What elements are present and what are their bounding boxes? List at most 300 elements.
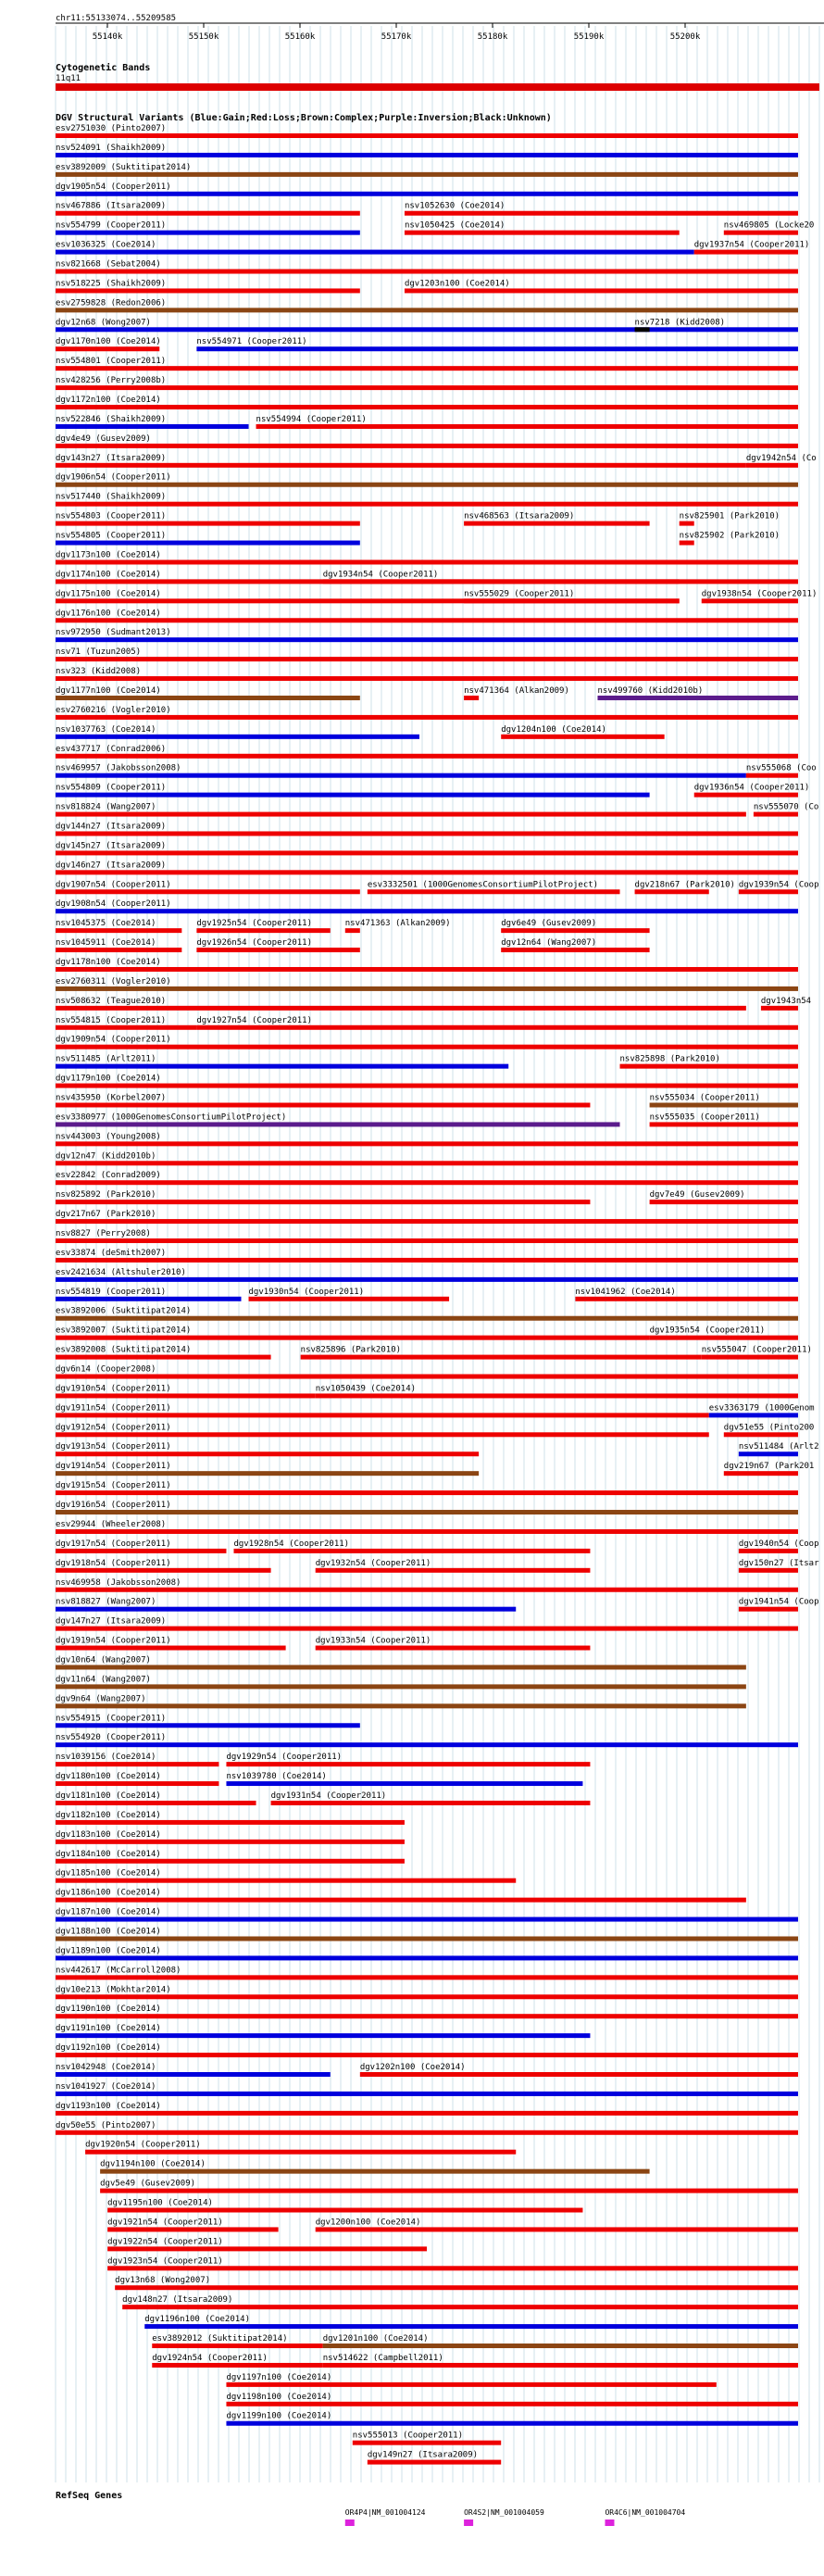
- variant-label: esv2751030 (Pinto2007): [56, 124, 167, 133]
- variant-row: [56, 1423, 814, 1437]
- variant-feature[interactable]: [56, 696, 360, 700]
- variant-label: nsv554801 (Cooper2011): [56, 357, 167, 367]
- variant-label: dgv1200n100 (Coe2014): [315, 2218, 421, 2228]
- variant-label: dgv11n64 (Wang2007): [56, 1675, 151, 1685]
- variant-feature[interactable]: [107, 2246, 427, 2251]
- variant-label: esv3892012 (Suktitipat2014): [152, 2334, 288, 2344]
- variant-feature[interactable]: [316, 2227, 798, 2231]
- variant-feature[interactable]: [233, 1549, 590, 1553]
- variant-row: [100, 2160, 649, 2174]
- variant-feature[interactable]: [100, 2189, 798, 2193]
- variant-row: [56, 1655, 746, 1669]
- variant-label: dgv1929n54 (Cooper2011): [226, 1753, 343, 1763]
- variant-feature[interactable]: [56, 211, 360, 216]
- variant-feature[interactable]: [739, 1549, 798, 1553]
- variant-feature[interactable]: [226, 1762, 590, 1766]
- variant-feature[interactable]: [107, 2208, 582, 2213]
- variant-feature[interactable]: [56, 521, 360, 526]
- variant-label: dgv1176n100 (Coe2014): [56, 609, 161, 619]
- variant-feature[interactable]: [196, 346, 798, 351]
- gene-feature[interactable]: [605, 2519, 614, 2526]
- variant-feature[interactable]: [56, 1141, 798, 1146]
- variant-feature[interactable]: [464, 598, 680, 603]
- variant-feature[interactable]: [56, 637, 798, 642]
- variant-feature[interactable]: [56, 192, 798, 196]
- variant-feature[interactable]: [56, 1238, 798, 1243]
- variant-feature[interactable]: [56, 541, 360, 546]
- variant-feature[interactable]: [56, 1917, 798, 1922]
- variant-label: dgv1187n100 (Coe2014): [56, 1907, 161, 1917]
- variant-row: [56, 1094, 798, 1108]
- variant-feature[interactable]: [56, 172, 798, 177]
- variant-feature[interactable]: [56, 1219, 798, 1224]
- variant-feature[interactable]: [739, 1451, 798, 1456]
- variant-feature[interactable]: [56, 133, 798, 138]
- variant-feature[interactable]: [56, 1588, 798, 1592]
- variant-label: dgv1920n54 (Cooper2011): [85, 2140, 201, 2150]
- variant-feature[interactable]: [56, 1451, 479, 1456]
- variant-feature[interactable]: [724, 1432, 798, 1437]
- variant-feature[interactable]: [694, 250, 798, 255]
- variant-feature[interactable]: [323, 579, 798, 584]
- variant-feature[interactable]: [754, 812, 798, 817]
- gene-label: OR4S2|NM_001004059: [464, 2508, 544, 2517]
- variant-label: dgv1931n54 (Cooper2011): [270, 1791, 387, 1801]
- variant-feature[interactable]: [694, 793, 798, 798]
- variant-feature[interactable]: [56, 250, 694, 255]
- variant-feature[interactable]: [56, 2053, 798, 2057]
- variant-label: nsv514622 (Campbell2011): [322, 2353, 443, 2363]
- variant-feature[interactable]: [56, 1840, 405, 1844]
- variant-feature[interactable]: [501, 928, 649, 933]
- variant-feature[interactable]: [56, 754, 798, 759]
- variant-feature[interactable]: [56, 793, 650, 798]
- variant-label: dgv1202n100 (Coe2014): [359, 2063, 466, 2072]
- variant-feature[interactable]: [680, 521, 694, 526]
- variant-feature[interactable]: [196, 1025, 798, 1030]
- variant-feature[interactable]: [405, 231, 680, 235]
- variant-feature[interactable]: [650, 1200, 798, 1204]
- variant-label: nsv1041927 (Coe2014): [56, 2081, 156, 2092]
- variant-label: dgv1906n54 (Cooper2011): [56, 472, 171, 483]
- variant-label: dgv1908n54 (Cooper2011): [56, 899, 171, 910]
- variant-label: dgv10n64 (Wang2007): [56, 1655, 151, 1665]
- variant-feature[interactable]: [56, 1627, 798, 1631]
- variant-row: [56, 1326, 798, 1340]
- variant-label: dgv10e213 (Mokhtar2014): [56, 1985, 171, 1995]
- variant-feature[interactable]: [271, 1801, 591, 1805]
- variant-row: [85, 2141, 516, 2155]
- variant-feature[interactable]: [316, 1393, 798, 1398]
- variant-feature[interactable]: [709, 1413, 798, 1417]
- variant-label: nsv554971 (Cooper2011): [196, 337, 307, 347]
- variant-feature[interactable]: [650, 1336, 798, 1340]
- variant-label: dgv1186n100 (Coe2014): [56, 1888, 161, 1898]
- variant-feature[interactable]: [323, 2344, 798, 2348]
- ruler-tick-label: 55140k: [92, 32, 123, 42]
- variant-feature[interactable]: [56, 1820, 405, 1825]
- variant-label: nsv825902 (Park2010): [679, 531, 780, 541]
- variant-row: [152, 2354, 798, 2368]
- variant-label: dgv1203n100 (Coe2014): [404, 279, 510, 289]
- variant-label: nsv468563 (Itsara2009): [464, 511, 575, 521]
- variant-label: nsv555035 (Cooper2011): [649, 1112, 760, 1123]
- variant-feature[interactable]: [56, 1510, 798, 1514]
- variant-feature[interactable]: [635, 889, 709, 894]
- variant-feature[interactable]: [739, 1607, 798, 1612]
- variant-feature[interactable]: [56, 1122, 620, 1126]
- variant-label: dgv1930n54 (Cooper2011): [248, 1287, 365, 1297]
- variant-feature[interactable]: [256, 424, 798, 429]
- variant-label: esv22842 (Conrad2009): [56, 1171, 161, 1181]
- variant-feature[interactable]: [56, 1084, 798, 1088]
- variant-label: dgv1188n100 (Coe2014): [56, 1927, 161, 1937]
- variant-row: [353, 2431, 501, 2445]
- variant-feature[interactable]: [85, 2150, 516, 2155]
- variant-feature[interactable]: [56, 1723, 360, 1728]
- variant-label: dgv1916n54 (Cooper2011): [56, 1501, 171, 1511]
- variant-label: dgv50e55 (Pinto2007): [56, 2120, 156, 2130]
- variant-feature[interactable]: [122, 2305, 798, 2309]
- variant-feature[interactable]: [620, 1064, 798, 1069]
- variant-feature[interactable]: [56, 850, 798, 855]
- variant-label: dgv1915n54 (Cooper2011): [56, 1481, 171, 1491]
- variant-label: dgv1940n54 (Coop: [738, 1539, 819, 1549]
- variant-feature[interactable]: [405, 288, 798, 293]
- variant-label: dgv1178n100 (Coe2014): [56, 957, 161, 967]
- variant-label: nsv554799 (Cooper2011): [56, 220, 167, 231]
- variant-label: nsv1037763 (Coe2014): [56, 724, 156, 735]
- variant-feature[interactable]: [56, 1064, 508, 1069]
- variant-feature[interactable]: [56, 308, 798, 312]
- variant-label: dgv1172n100 (Coe2014): [56, 396, 161, 406]
- variant-feature[interactable]: [56, 812, 746, 817]
- variant-label: dgv1942n54 (Co: [745, 453, 817, 463]
- variant-feature[interactable]: [597, 696, 798, 700]
- variant-feature[interactable]: [226, 2402, 798, 2406]
- gene-feature[interactable]: [345, 2519, 355, 2526]
- variant-label: dgv1201n100 (Coe2014): [322, 2334, 429, 2344]
- variant-feature[interactable]: [464, 521, 649, 526]
- variant-feature[interactable]: [635, 327, 650, 332]
- variant-feature[interactable]: [56, 1316, 798, 1321]
- variant-row: [56, 1559, 819, 1573]
- variant-feature[interactable]: [56, 1432, 709, 1437]
- variant-row: [56, 1112, 798, 1126]
- variant-label: dgv1912n54 (Cooper2011): [56, 1423, 171, 1433]
- variant-row: [226, 2412, 798, 2426]
- variant-feature[interactable]: [650, 1103, 798, 1108]
- variant-row: [56, 803, 818, 817]
- variant-feature[interactable]: [56, 735, 419, 739]
- variant-feature[interactable]: [746, 773, 798, 778]
- variant-feature[interactable]: [56, 889, 360, 894]
- variant-label: dgv146n27 (Itsara2009): [56, 861, 167, 871]
- variant-feature[interactable]: [56, 2033, 590, 2038]
- variant-feature[interactable]: [56, 1703, 746, 1708]
- variant-feature[interactable]: [56, 1355, 271, 1360]
- variant-label: dgv1907n54 (Cooper2011): [56, 880, 171, 890]
- variant-feature[interactable]: [575, 1297, 798, 1301]
- variant-feature[interactable]: [152, 2344, 322, 2348]
- variant-label: nsv518225 (Shaikh2009): [56, 279, 167, 289]
- variant-label: nsv825901 (Park2010): [679, 511, 780, 521]
- variant-feature[interactable]: [56, 1045, 798, 1049]
- variant-feature[interactable]: [56, 715, 798, 720]
- variant-feature[interactable]: [56, 773, 746, 778]
- variant-feature[interactable]: [301, 1355, 702, 1360]
- variant-feature[interactable]: [56, 502, 798, 507]
- variant-feature[interactable]: [56, 405, 798, 409]
- variant-feature[interactable]: [56, 424, 249, 429]
- variant-feature[interactable]: [56, 1975, 798, 1979]
- variant-label: dgv1173n100 (Coe2014): [56, 550, 161, 560]
- variant-feature[interactable]: [56, 1529, 798, 1534]
- variant-label: nsv471364 (Alkan2009): [464, 685, 569, 696]
- variant-feature[interactable]: [464, 696, 479, 700]
- variant-feature[interactable]: [56, 1297, 242, 1301]
- variant-label: dgv1914n54 (Cooper2011): [56, 1462, 171, 1472]
- variant-label: dgv1191n100 (Coe2014): [56, 2024, 161, 2034]
- variant-label: dgv144n27 (Itsara2009): [56, 822, 167, 832]
- variant-row: [144, 2315, 798, 2329]
- variant-feature[interactable]: [56, 1994, 798, 1999]
- variant-label: nsv555070 (Co: [753, 802, 819, 812]
- variant-feature[interactable]: [56, 1762, 218, 1766]
- variant-feature[interactable]: [56, 676, 798, 681]
- variant-feature[interactable]: [56, 1936, 798, 1941]
- variant-feature[interactable]: [345, 928, 360, 933]
- variant-feature[interactable]: [56, 1200, 590, 1204]
- variant-feature[interactable]: [56, 1471, 479, 1476]
- variant-feature[interactable]: [107, 2227, 278, 2231]
- variant-feature[interactable]: [353, 2441, 501, 2445]
- variant-feature[interactable]: [56, 1375, 798, 1379]
- variant-feature[interactable]: [501, 735, 664, 739]
- variant-label: dgv1917n54 (Cooper2011): [56, 1539, 171, 1549]
- variant-row: [107, 2199, 582, 2213]
- variant-label: nsv554809 (Cooper2011): [56, 783, 167, 793]
- variant-label: esv3332501 (1000GenomesConsortiumPilotProject): [367, 880, 599, 890]
- variant-feature[interactable]: [56, 366, 798, 371]
- variant-feature[interactable]: [56, 948, 181, 952]
- variant-label: esv33874 (deSmith2007): [56, 1248, 167, 1258]
- variant-label: nsv511485 (Arlt2011): [56, 1054, 156, 1064]
- variant-feature[interactable]: [56, 2092, 798, 2096]
- variant-feature[interactable]: [56, 618, 798, 622]
- variant-label: dgv6e49 (Gusev2009): [501, 919, 597, 929]
- variant-feature[interactable]: [316, 1646, 591, 1651]
- variant-feature[interactable]: [56, 1879, 516, 1883]
- variant-feature[interactable]: [316, 1568, 591, 1573]
- variant-feature[interactable]: [56, 270, 798, 274]
- variant-feature[interactable]: [115, 2285, 798, 2290]
- variant-feature[interactable]: [56, 559, 798, 564]
- variant-feature[interactable]: [249, 1297, 450, 1301]
- variant-label: dgv7e49 (Gusev2009): [649, 1190, 745, 1200]
- variant-feature[interactable]: [56, 1646, 286, 1651]
- variant-feature[interactable]: [761, 1006, 798, 1011]
- variant-row: [226, 2373, 716, 2387]
- variant-label: dgv1175n100 (Coe2014): [56, 589, 161, 599]
- variant-label: dgv147n27 (Itsara2009): [56, 1616, 167, 1627]
- variant-feature[interactable]: [196, 948, 359, 952]
- variant-feature[interactable]: [56, 1413, 709, 1417]
- variant-feature[interactable]: [56, 1336, 650, 1340]
- variant-label: dgv1937n54 (Cooper2011): [693, 240, 810, 250]
- variant-feature[interactable]: [56, 1665, 746, 1669]
- variant-feature[interactable]: [739, 1568, 798, 1573]
- cytoband-bar[interactable]: [56, 83, 819, 91]
- variant-feature[interactable]: [56, 346, 159, 351]
- variant-label: dgv1919n54 (Cooper2011): [56, 1636, 171, 1646]
- variant-label: esv2421634 (Altshuler2010): [56, 1267, 186, 1277]
- variant-feature[interactable]: [360, 2072, 798, 2077]
- variant-label: dgv1923n54 (Cooper2011): [107, 2256, 223, 2267]
- variant-feature[interactable]: [56, 1898, 746, 1903]
- variant-feature[interactable]: [702, 1355, 798, 1360]
- variant-feature[interactable]: [501, 948, 649, 952]
- variant-feature[interactable]: [226, 2382, 716, 2387]
- variant-feature[interactable]: [56, 870, 798, 874]
- variant-feature[interactable]: [746, 463, 798, 468]
- variant-row: [56, 880, 819, 894]
- variant-feature[interactable]: [196, 928, 330, 933]
- variant-label: nsv818827 (Wang2007): [56, 1597, 156, 1607]
- variant-feature[interactable]: [724, 231, 798, 235]
- variant-feature[interactable]: [226, 2421, 798, 2426]
- variant-label: dgv1181n100 (Coe2014): [56, 1791, 161, 1801]
- variant-feature[interactable]: [56, 1161, 798, 1165]
- variant-feature[interactable]: [56, 1258, 798, 1263]
- variant-label: dgv1934n54 (Cooper2011): [322, 570, 439, 580]
- variant-row: [56, 919, 650, 933]
- variant-row: [56, 938, 650, 952]
- variant-feature[interactable]: [56, 1607, 516, 1612]
- variant-feature[interactable]: [56, 288, 360, 293]
- variant-label: esv2759828 (Redon2006): [56, 298, 167, 308]
- variant-feature[interactable]: [56, 1955, 798, 1960]
- variant-label: dgv51e55 (Pinto200: [723, 1423, 815, 1433]
- variant-label: dgv13n68 (Wong2007): [115, 2276, 211, 2286]
- variant-feature[interactable]: [56, 1801, 256, 1805]
- variant-feature[interactable]: [56, 1742, 798, 1747]
- variant-label: nsv554819 (Cooper2011): [56, 1287, 167, 1297]
- variant-feature[interactable]: [56, 1549, 226, 1553]
- variant-feature[interactable]: [144, 2324, 798, 2329]
- variant-feature[interactable]: [56, 2014, 798, 2018]
- variant-feature[interactable]: [650, 1122, 798, 1126]
- variant-label: esv2760311 (Vogler2010): [56, 976, 171, 986]
- variant-feature[interactable]: [702, 598, 798, 603]
- variant-feature[interactable]: [680, 541, 694, 546]
- variant-label: dgv6n14 (Cooper2008): [56, 1364, 156, 1375]
- variant-feature[interactable]: [56, 231, 360, 235]
- variant-label: dgv1922n54 (Cooper2011): [107, 2237, 223, 2247]
- variant-label: dgv4e49 (Gusev2009): [56, 434, 151, 444]
- variant-label: nsv554805 (Cooper2011): [56, 531, 167, 541]
- variant-feature[interactable]: [368, 889, 620, 894]
- variant-feature[interactable]: [56, 1568, 271, 1573]
- variant-feature[interactable]: [56, 909, 798, 913]
- variant-label: dgv1195n100 (Coe2014): [107, 2198, 213, 2208]
- variant-row: [152, 2334, 798, 2348]
- variant-feature[interactable]: [152, 2363, 322, 2368]
- ruler-tick-label: 55190k: [573, 32, 605, 42]
- variant-feature[interactable]: [56, 986, 798, 991]
- variant-feature[interactable]: [100, 2169, 649, 2174]
- variant-feature[interactable]: [226, 1781, 582, 1786]
- variant-feature[interactable]: [56, 385, 798, 390]
- variant-feature[interactable]: [56, 1277, 798, 1282]
- variant-row: [56, 686, 798, 700]
- variant-feature[interactable]: [56, 2111, 798, 2116]
- variant-feature[interactable]: [56, 1180, 798, 1185]
- variant-row: [56, 1869, 516, 1883]
- variant-feature[interactable]: [56, 483, 798, 487]
- variant-feature[interactable]: [56, 1393, 316, 1398]
- variant-feature[interactable]: [56, 1490, 798, 1495]
- variant-feature[interactable]: [56, 2130, 798, 2135]
- variant-label: nsv71 (Tuzun2005): [56, 647, 142, 658]
- variant-label: nsv469957 (Jakobsson2008): [56, 763, 181, 773]
- variant-feature[interactable]: [56, 657, 798, 661]
- gene-feature[interactable]: [464, 2519, 473, 2526]
- variant-row: [56, 1403, 815, 1417]
- variant-label: nsv821668 (Sebat2004): [56, 259, 161, 270]
- variant-label: dgv1189n100 (Coe2014): [56, 1946, 161, 1956]
- variant-row: [56, 1346, 812, 1360]
- variant-feature[interactable]: [56, 1781, 218, 1786]
- variant-row: [56, 1675, 746, 1689]
- variant-feature[interactable]: [56, 1684, 746, 1689]
- variant-feature[interactable]: [56, 928, 181, 933]
- variant-row: [56, 589, 817, 603]
- variant-feature[interactable]: [56, 463, 746, 468]
- variant-feature[interactable]: [56, 153, 798, 157]
- variant-feature[interactable]: [56, 967, 798, 972]
- variant-label: nsv825892 (Park2010): [56, 1190, 156, 1200]
- variant-feature[interactable]: [56, 1859, 405, 1864]
- variant-feature[interactable]: [405, 211, 798, 216]
- variant-feature[interactable]: [739, 889, 798, 894]
- variant-feature[interactable]: [368, 2460, 501, 2465]
- variant-label: esv3380977 (1000GenomesConsortiumPilotProject): [56, 1112, 287, 1123]
- variant-label: dgv1935n54 (Cooper2011): [649, 1326, 766, 1336]
- variant-feature[interactable]: [56, 444, 798, 448]
- variant-label: dgv1190n100 (Coe2014): [56, 2004, 161, 2015]
- variant-feature[interactable]: [56, 831, 798, 836]
- variant-row: [56, 1442, 819, 1456]
- variant-label: dgv1943n54: [760, 996, 812, 1006]
- variant-label: nsv554994 (Cooper2011): [256, 414, 367, 424]
- variant-label: nsv555029 (Cooper2011): [464, 589, 575, 599]
- variant-feature[interactable]: [724, 1471, 798, 1476]
- variant-label: dgv1910n54 (Cooper2011): [56, 1384, 171, 1394]
- variant-feature[interactable]: [323, 2363, 798, 2368]
- variant-label: dgv5e49 (Gusev2009): [100, 2179, 196, 2189]
- variant-label: dgv12n68 (Wong2007): [56, 318, 151, 328]
- variant-label: dgv150n27 (Itsar: [738, 1558, 819, 1568]
- variant-feature[interactable]: [107, 2266, 798, 2270]
- variant-label: nsv517440 (Shaikh2009): [56, 492, 167, 502]
- variant-feature[interactable]: [56, 327, 798, 332]
- variant-feature[interactable]: [56, 1025, 196, 1030]
- variant-feature[interactable]: [56, 2072, 331, 2077]
- variant-label: dgv1936n54 (Cooper2011): [693, 783, 810, 793]
- variant-feature[interactable]: [56, 1103, 590, 1108]
- variant-feature[interactable]: [56, 1006, 746, 1011]
